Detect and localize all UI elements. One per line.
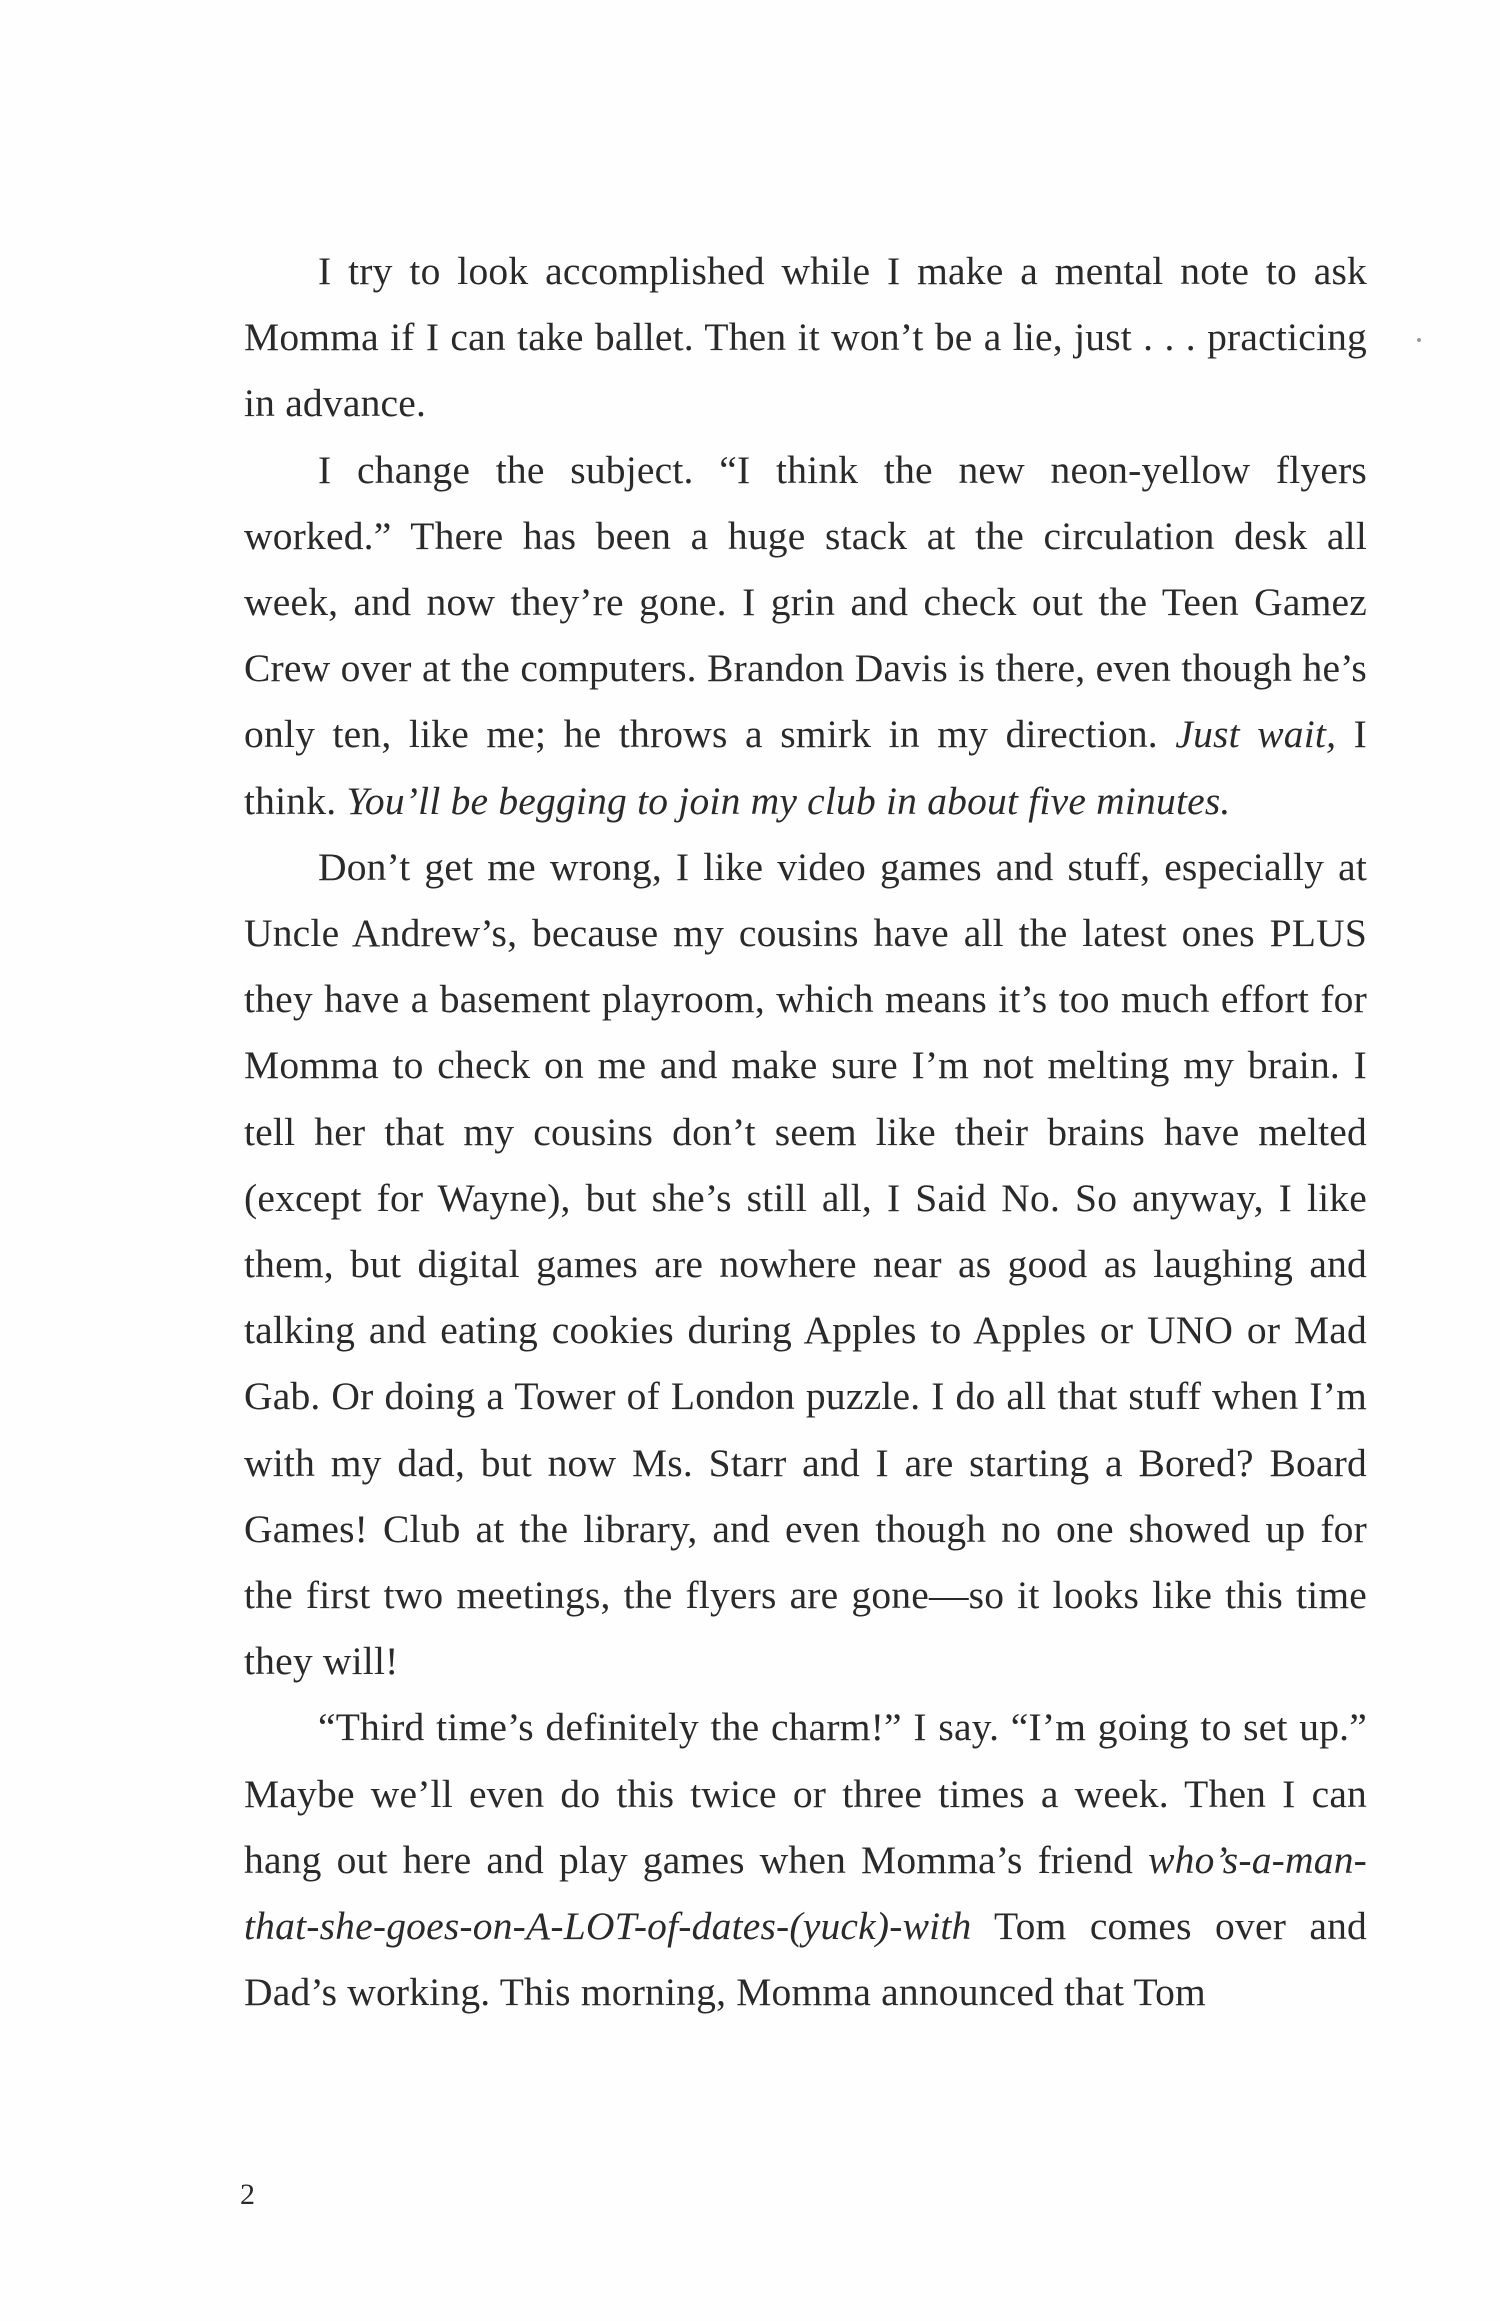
- text-run: I change the subject. “I think the new neon-yellow flyers worked.” There has been a huge stack at the circulation desk all week, and now they’re gone. I grin and check out the Teen Gamez Crew over at the computers. Brandon Davis is there, even though he’s only ten, like me; he throws a smirk in my direction.: [244, 447, 1367, 757]
- paragraph: [244, 834, 1367, 1695]
- text-run: Don’t get me wrong, I like video games and stuff, especially at Uncle Andrew’s, because my cousins have all the latest ones PLUS they have a basement playroom, which means it’s too much effort for Momma to check on me and make sure I’m not melting my brain. I tell her that my cousins don’t seem like their brains have melted (except for Wayne), but she’s still all, I Said No. So anyway, I like them, but digital games are nowhere near as good as laughing and talking and eating cookies during Apples to Apples or UNO or Mad Gab. Or doing a Tower of London puzzle. I do all that stuff when I’m with my dad, but now Ms. Starr and I are starting a Bored? Board Games! Club at the library, and even though no one showed up for the first two meetings, the flyers are gone—so it looks like this time they will!: [244, 844, 1367, 1684]
- text-run: I think.: [244, 712, 1367, 823]
- page-number: 2: [240, 2178, 255, 2211]
- italic-text-run: You’ll be begging to join my club in about five minutes.: [346, 778, 1231, 823]
- paragraph: [244, 437, 1367, 834]
- text-run: I try to look accomplished while I make a mental note to ask Momma if I can take ballet. Then it won’t be a lie, just . . . practicing in advance.: [244, 249, 1367, 426]
- italic-text-run: who’s-a-man-that-she-goes-on-A-LOT-of-dates-(yuck)-with: [244, 1837, 1367, 1949]
- paragraph: [244, 1694, 1367, 2025]
- body-text: [244, 238, 1367, 2025]
- paragraph: [244, 238, 1367, 437]
- text-run: “Third time’s definitely the charm!” I say. “I’m going to set up.” Maybe we’ll even do this twice or three times a week. Then I can hang out here and play games when Momma’s friend: [244, 1705, 1367, 1882]
- italic-text-run: Just wait,: [1175, 712, 1337, 757]
- text-run: Tom comes over and Dad’s working. This morning, Momma announced that Tom: [244, 1904, 1367, 2015]
- scan-speck: [1417, 338, 1421, 342]
